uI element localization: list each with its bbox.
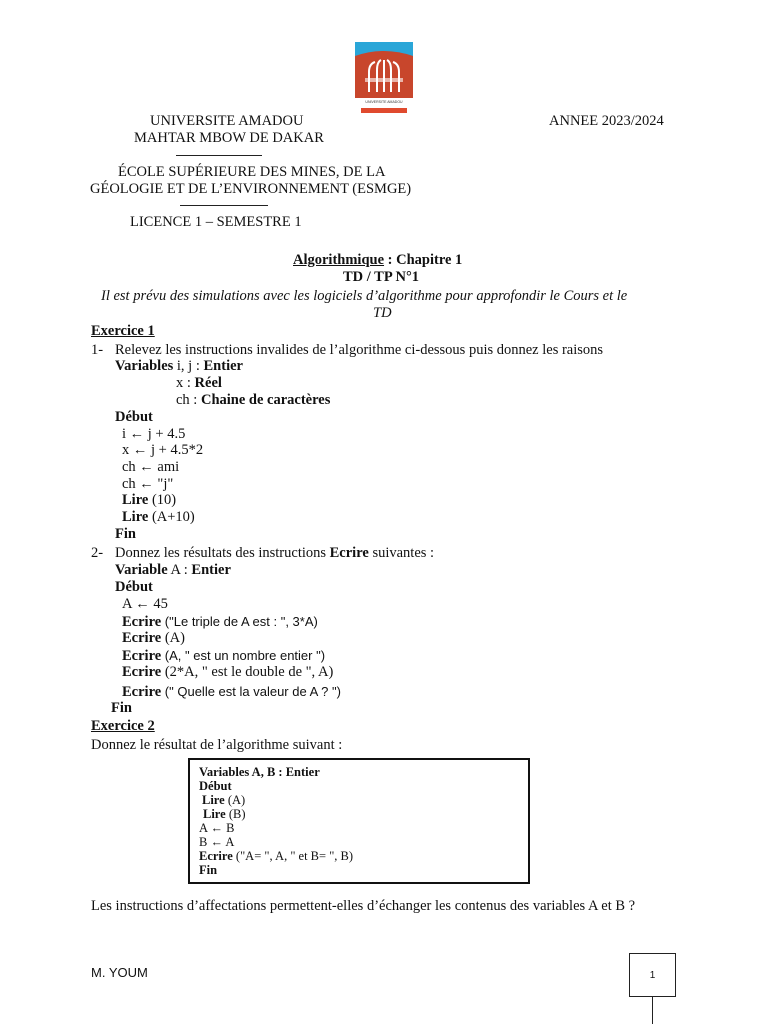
q1-begin: Début bbox=[115, 409, 153, 425]
q1-decl3 bbox=[176, 392, 330, 409]
note-line1: Il est prévu des simulations avec les logiciels d’algorithme pour approfondir le Cours et le bbox=[101, 288, 628, 304]
q2-decl bbox=[115, 562, 231, 579]
args: (A) bbox=[224, 793, 246, 807]
keyword: Ecrire bbox=[122, 648, 162, 664]
keyword: Lire bbox=[122, 509, 149, 525]
box-line: A ← B bbox=[199, 821, 235, 835]
q1-text: Relevez les instructions invalides de l’algorithme ci-dessous puis donnez les raisons bbox=[115, 342, 604, 358]
decl-rest: i, j : bbox=[173, 358, 204, 374]
code-line bbox=[122, 630, 185, 647]
document-title bbox=[293, 252, 462, 269]
decl-rest: A : bbox=[167, 562, 192, 578]
box-line bbox=[199, 849, 353, 863]
keyword: Variables bbox=[199, 765, 250, 779]
school-name-line2: GÉOLOGIE ET DE L’ENVIRONNEMENT (ESMGE) bbox=[90, 181, 412, 197]
keyword: Ecrire bbox=[122, 684, 162, 700]
code-line bbox=[122, 647, 325, 665]
decl-rest: x : bbox=[176, 375, 195, 391]
exercise2-intro: Donnez le résultat de l’algorithme suivant : bbox=[91, 737, 343, 753]
box-end: Fin bbox=[199, 863, 218, 877]
code-line bbox=[122, 664, 333, 681]
args: (A+10) bbox=[148, 509, 195, 525]
note-line2: TD bbox=[373, 305, 392, 321]
box-line bbox=[203, 807, 245, 821]
q2-end: Fin bbox=[111, 700, 132, 716]
code-line: A ← 45 bbox=[122, 596, 168, 612]
keyword: Ecrire bbox=[199, 849, 233, 863]
keyword: Lire bbox=[122, 492, 149, 508]
footer-author: M. YOUM bbox=[91, 965, 148, 980]
text: suivantes : bbox=[368, 545, 435, 561]
keyword: Ecrire bbox=[122, 614, 162, 630]
university-name-line1: UNIVERSITE AMADOU bbox=[150, 113, 304, 129]
q1-number: 1- bbox=[91, 342, 104, 358]
keyword: Variables bbox=[115, 358, 174, 374]
q2-begin: Début bbox=[115, 579, 153, 595]
args: (B) bbox=[225, 807, 246, 821]
page-number-box bbox=[629, 953, 676, 997]
args: (2*A, " est le double de ", A) bbox=[161, 664, 334, 680]
chapter-label: : Chapitre 1 bbox=[384, 252, 463, 268]
code-line: ch ← "j" bbox=[122, 476, 174, 492]
args: (10) bbox=[148, 492, 177, 508]
args: ("A= ", A, " et B= ", B) bbox=[232, 849, 354, 863]
keyword: Variable bbox=[115, 562, 168, 578]
code-line: ch ← ami bbox=[122, 459, 180, 475]
academic-year: ANNEE 2023/2024 bbox=[549, 113, 664, 129]
args: (A, " est un nombre entier ") bbox=[161, 648, 326, 663]
page-number-stem bbox=[652, 996, 653, 1024]
box-line bbox=[202, 793, 245, 807]
decl-rest: A, B : bbox=[249, 765, 286, 779]
algorithm-box bbox=[188, 758, 530, 884]
q1-decl2 bbox=[176, 375, 222, 392]
keyword: Ecrire bbox=[122, 630, 162, 646]
td-label: TD / TP N°1 bbox=[343, 269, 420, 285]
keyword: Lire bbox=[202, 793, 225, 807]
text: Donnez les résultats des instructions bbox=[115, 545, 330, 561]
code-line bbox=[122, 683, 341, 701]
q1-decl1 bbox=[115, 358, 243, 375]
code-line: i ← j + 4.5 bbox=[122, 426, 186, 442]
subject-label: Algorithmique bbox=[293, 252, 385, 268]
university-logo-icon bbox=[355, 42, 413, 114]
box-decl bbox=[199, 765, 320, 779]
type: Chaine de caractères bbox=[200, 392, 331, 408]
q2-text bbox=[115, 545, 434, 562]
exercise2-heading: Exercice 2 bbox=[91, 718, 155, 734]
exercise2-question: Les instructions d’affectations permettent-elles d’échanger les contenus des variables A et B ? bbox=[91, 898, 636, 914]
keyword: Lire bbox=[203, 807, 226, 821]
type: Entier bbox=[191, 562, 231, 578]
school-name-line1: ÉCOLE SUPÉRIEURE DES MINES, DE LA bbox=[118, 164, 386, 180]
code-line: x ← j + 4.5*2 bbox=[122, 442, 204, 458]
level-label: LICENCE 1 – SEMESTRE 1 bbox=[130, 214, 302, 230]
university-name-line2: MAHTAR MBOW DE DAKAR bbox=[134, 130, 324, 146]
logo-lettering: UNIVERSITE AMADOU bbox=[365, 100, 403, 104]
keyword: Ecrire bbox=[329, 545, 369, 561]
q1-end: Fin bbox=[115, 526, 136, 542]
exercise1-heading: Exercice 1 bbox=[91, 323, 155, 339]
type: Entier bbox=[203, 358, 243, 374]
type: Réel bbox=[194, 375, 222, 391]
args: ("Le triple de A est : ", 3*A) bbox=[161, 614, 318, 629]
code-line bbox=[122, 613, 318, 631]
code-line bbox=[122, 509, 195, 526]
header-divider bbox=[180, 205, 268, 206]
decl-rest: ch : bbox=[176, 392, 201, 408]
box-line: B ← A bbox=[199, 835, 235, 849]
q2-number: 2- bbox=[91, 545, 104, 561]
args: (" Quelle est la valeur de A ? ") bbox=[161, 684, 341, 699]
keyword: Ecrire bbox=[122, 664, 162, 680]
box-begin: Début bbox=[199, 779, 232, 793]
code-line bbox=[122, 492, 176, 509]
page-number: 1 bbox=[649, 970, 656, 981]
type: Entier bbox=[285, 765, 320, 779]
header-divider bbox=[176, 155, 262, 156]
args: (A) bbox=[161, 630, 185, 646]
